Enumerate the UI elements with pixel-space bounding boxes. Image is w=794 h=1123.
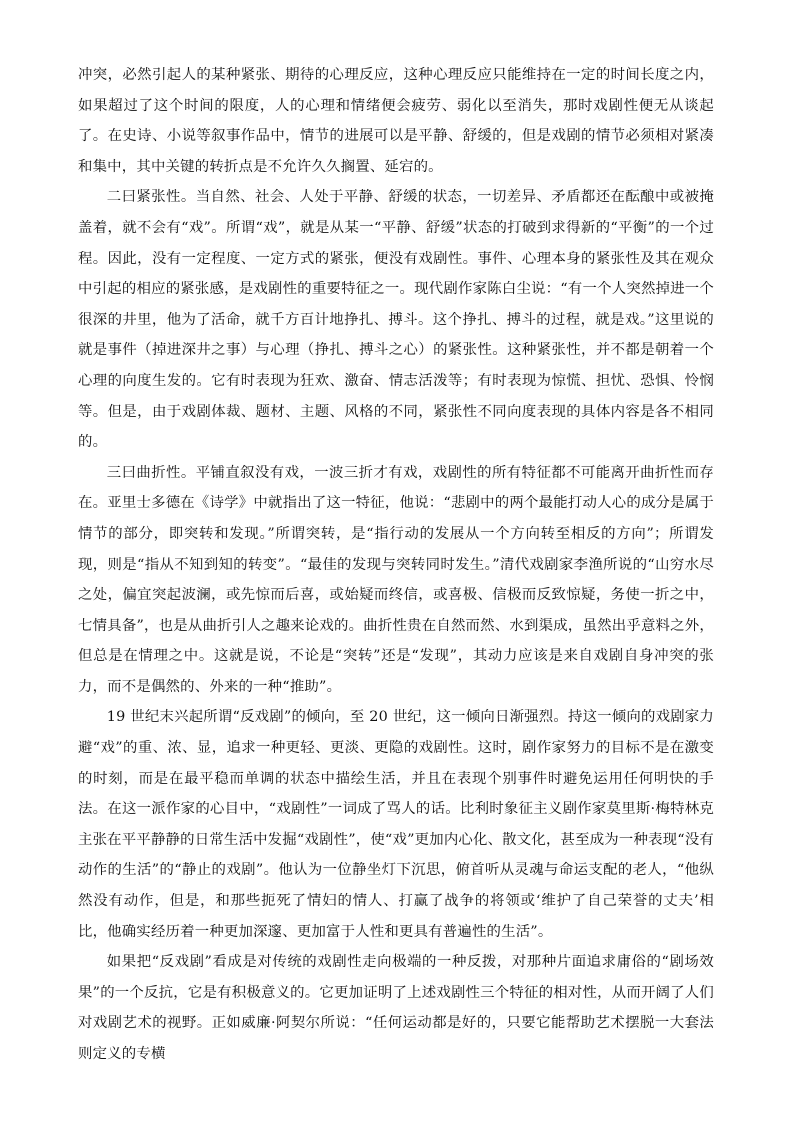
paragraph-anti-drama-significance: 如果把“反戏剧”看成是对传统的戏剧性走向极端的一种反拨，对那种片面追求庸俗的“剧场效果”的一个反抗，它是有积极意义的。它更加证明了上述戏剧性三个特征的相对性，从而开阔了人们对戏剧艺术的视野。正如威廉·阿契尔所说：“任何运动都是好的，只要它能帮助艺术摆脱一大套法则定义的专横 xyxy=(78,954,714,1062)
paragraph-conflict-continuation: 冲突，必然引起人的某种紧张、期待的心理反应，这种心理反应只能维持在一定的时间长度之内，如果超过了这个时间的限度，人的心理和情绪便会疲劳、弱化以至消失，那时戏剧性便无从谈起了。在史诗、小说等叙事作品中，情节的进展可以是平静、舒缓的，但是戏剧的情节必须相对紧凑和集中，其中关键的转折点是不允许久久搁置、延宕的。 xyxy=(78,67,714,175)
paragraph-twists: 三曰曲折性。平铺直叙没有戏，一波三折才有戏，戏剧性的所有特征都不可能离开曲折性而存在。亚里士多德在《诗学》中就指出了这一特征，他说：“悲剧中的两个最能打动人心的成分是属于情节的部分，即突转和发现。”所谓突转，是“指行动的发展从一个方向转至相反的方向”；所谓发现，则是“指从不知到知的转变”。“最佳的发现与突转同时发生。”清代戏剧家李渔所说的“山穷水尽之处，偏宜突起波澜，或先惊而后喜，或始疑而终信，或喜极、信极而反致惊疑，务使一折之中，七情具备”，也是从曲折引人之趣来论戏的。曲折性贵在自然而然、水到渠成，虽然出乎意料之外，但总是在情理之中。这就是说，不论是“突转”还是“发现”，其动力应该是来自戏剧自身冲突的张力，而不是偶然的、外来的一种“推助”。 xyxy=(78,464,714,695)
paragraph-tension: 二曰紧张性。当自然、社会、人处于平静、舒缓的状态，一切差异、矛盾都还在酝酿中或被掩盖着，就不会有“戏”。所谓“戏”，就是从某一“平静、舒缓”状态的打破到求得新的“平衡”的一个过程。因此，没有一定程度、一定方式的紧张，便没有戏剧性。事件、心理本身的紧张性及其在观众中引起的相应的紧张感，是戏剧性的重要特征之一。现代剧作家陈白尘说：“有一个人突然掉进一个很深的井里，他为了活命，就千方百计地挣扎、搏斗。这个挣扎、搏斗的过程，就是戏。”这里说的就是事件（掉进深井之事）与心理（挣扎、搏斗之心）的紧张性。这种紧张性，并不都是朝着一个心理的向度生发的。它有时表现为狂欢、激奋、情志活泼等；有时表现为惊慌、担忧、恐惧、怜悯等。但是，由于戏剧体裁、题材、主题、风格的不同，紧张性不同向度表现的具体内容是各不相同的。 xyxy=(78,189,714,451)
paragraph-anti-drama: 19 世纪末兴起所谓“反戏剧”的倾向，至 20 世纪，这一倾向日渐强烈。持这一倾向的戏剧家力避“戏”的重、浓、显，追求一种更轻、更淡、更隐的戏剧性。这时，剧作家努力的目标不是在激变的时刻，而是在最平稳而单调的状态中描绘生活，并且在表现个别事件时避免运用任何明快的手法。在这一派作家的心目中，“戏剧性”一词成了骂人的话。比利时象征主义剧作家莫里斯·梅特林克主张在平平静静的日常生活中发掘“戏剧性”，使“戏”更加内心化、散文化，甚至成为一种表现“没有动作的生活”的“静止的戏剧”。他认为一位静坐灯下沉思，俯首听从灵魂与命运支配的老人，“他纵然没有动作，但是，和那些扼死了情妇的情人、打赢了战争的将领或‘维护了自己荣誉的丈夫’相比，他确实经历着一种更加深邃、更加富于人性和更具有普遍性的生活”。 xyxy=(78,709,715,940)
document-page xyxy=(78,60,714,1070)
